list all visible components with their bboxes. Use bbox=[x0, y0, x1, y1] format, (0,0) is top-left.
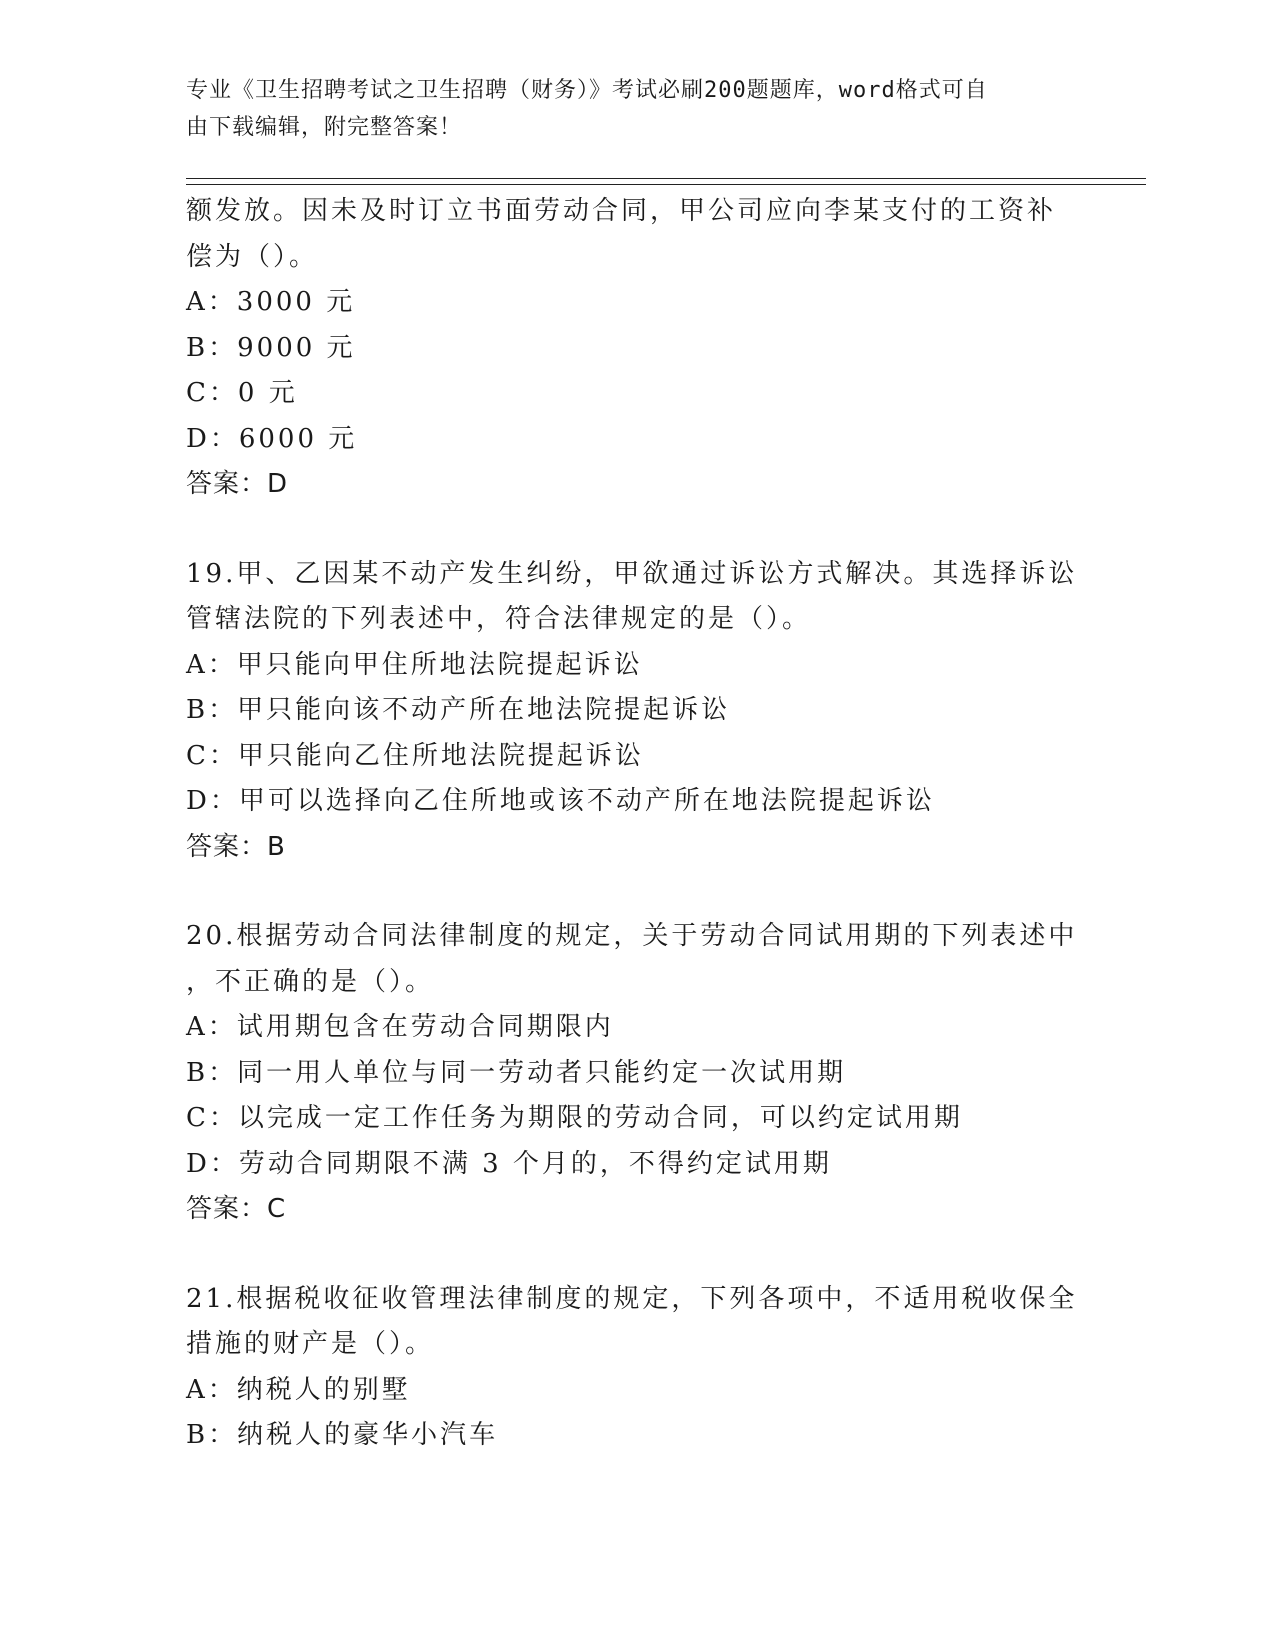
option-d: D：6000 元 bbox=[186, 423, 358, 454]
answer-line: 答案：D bbox=[186, 469, 289, 499]
header-line-1: 专业《卫生招聘考试之卫生招聘（财务）》考试必刷200题题库，word格式可自 bbox=[186, 78, 988, 103]
option-a: A：甲只能向甲住所地法院提起诉讼 bbox=[186, 649, 643, 680]
question-stem-line: 措施的财产是（）。 bbox=[186, 1329, 435, 1359]
option-c: C：0 元 bbox=[186, 378, 298, 408]
question-fragment bbox=[186, 189, 1086, 508]
option-d: D：劳动合同期限不满 3 个月的，不得约定试用期 bbox=[186, 1148, 832, 1179]
answer-line: 答案：C bbox=[186, 1194, 287, 1224]
option-b: B：甲只能向该不动产所在地法院提起诉讼 bbox=[186, 695, 731, 725]
option-b: B：9000 元 bbox=[186, 332, 356, 363]
option-c: C：以完成一定工作任务为期限的劳动合同，可以约定试用期 bbox=[186, 1103, 963, 1133]
option-a: A：试用期包含在劳动合同期限内 bbox=[186, 1012, 614, 1042]
question-stem-line: ，不正确的是（）。 bbox=[186, 966, 435, 997]
option-a: A：纳税人的别墅 bbox=[186, 1374, 411, 1405]
header-divider-top bbox=[186, 178, 1146, 179]
option-c: C：甲只能向乙住所地法院提起诉讼 bbox=[186, 740, 644, 771]
question-stem-line: 21.根据税收征收管理法律制度的规定，下列各项中，不适用税收保全 bbox=[186, 1283, 1078, 1314]
option-d: D：甲可以选择向乙住所地或该不动产所在地法院提起诉讼 bbox=[186, 786, 935, 816]
option-b: B：同一用人单位与同一劳动者只能约定一次试用期 bbox=[186, 1057, 847, 1088]
question-content bbox=[186, 189, 1086, 1459]
document-header bbox=[186, 72, 1066, 146]
question-stem-line: 偿为（）。 bbox=[186, 241, 319, 272]
question-stem-line: 20.根据劳动合同法律制度的规定，关于劳动合同试用期的下列表述中 bbox=[186, 921, 1078, 951]
question-21 bbox=[186, 1277, 1086, 1459]
option-b: B：纳税人的豪华小汽车 bbox=[186, 1420, 499, 1450]
question-stem-line: 19.甲、乙因某不动产发生纠纷，甲欲通过诉讼方式解决。其选择诉讼 bbox=[186, 558, 1078, 589]
option-a: A：3000 元 bbox=[186, 287, 356, 317]
question-20 bbox=[186, 914, 1086, 1233]
question-19 bbox=[186, 552, 1086, 871]
question-stem-line: 管辖法院的下列表述中，符合法律规定的是（）。 bbox=[186, 604, 812, 634]
question-stem-line: 额发放。因未及时订立书面劳动合同，甲公司应向李某支付的工资补 bbox=[186, 196, 1057, 226]
answer-line: 答案：B bbox=[186, 831, 286, 862]
header-line-2: 由下载编辑，附完整答案！ bbox=[186, 115, 463, 140]
header-divider-bottom bbox=[186, 184, 1146, 185]
